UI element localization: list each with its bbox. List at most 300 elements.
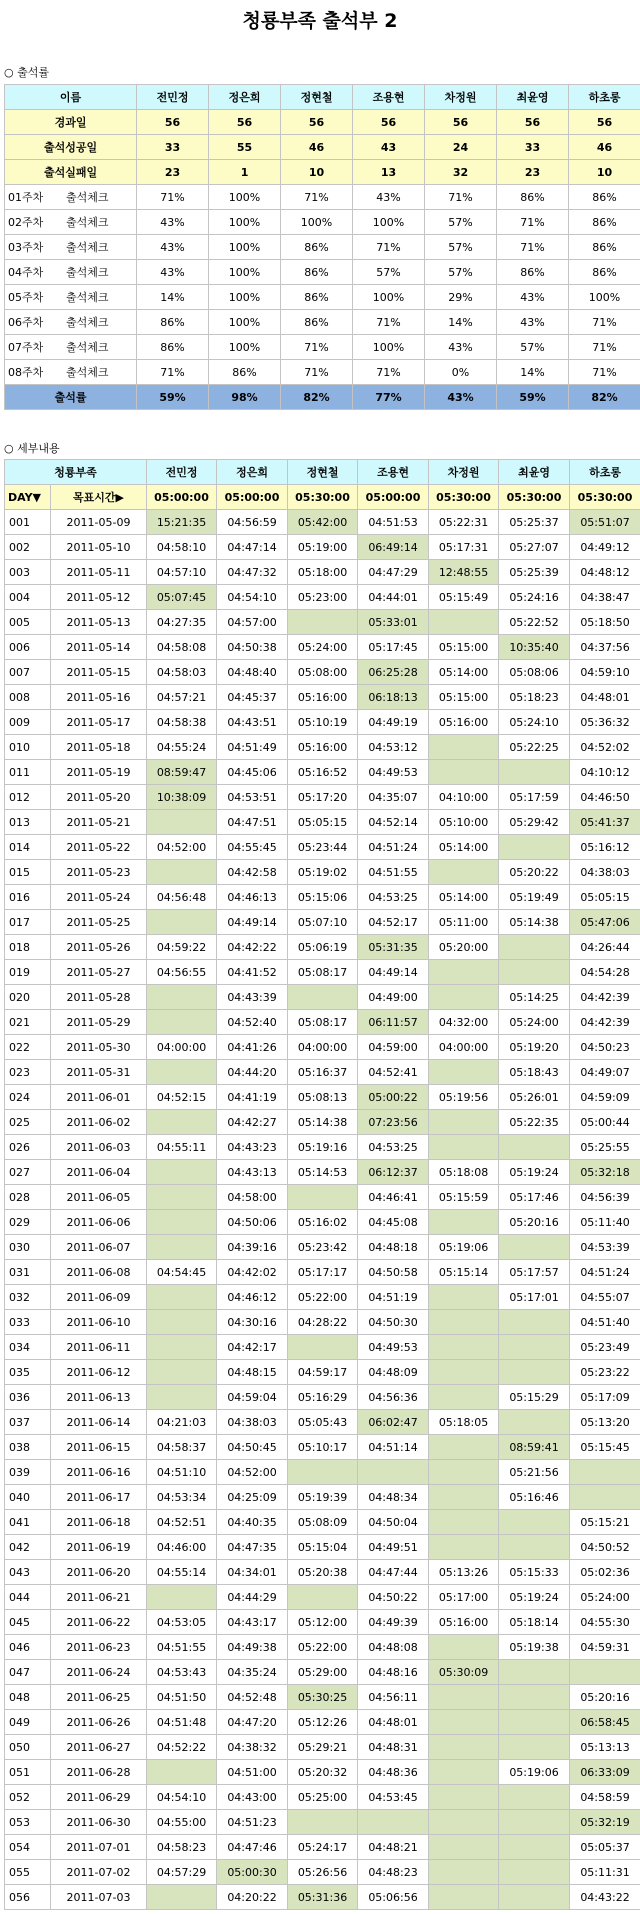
- detail-time: 05:22:25: [499, 735, 570, 760]
- detail-time: 04:51:50: [147, 1685, 217, 1710]
- detail-row: [5, 560, 640, 585]
- detail-time: 05:14:00: [429, 835, 499, 860]
- detail-time: 05:21:56: [499, 1460, 570, 1485]
- detail-header-name: 차정원: [429, 460, 499, 485]
- detail-day: 037: [5, 1410, 51, 1435]
- detail-time: 05:00:44: [570, 1110, 640, 1135]
- detail-date: 2011-05-18: [51, 735, 147, 760]
- week-check-label: 출석체크: [66, 291, 109, 304]
- detail-time: 04:47:32: [217, 560, 288, 585]
- detail-time: 05:17:46: [499, 1185, 570, 1210]
- detail-date: 2011-05-10: [51, 535, 147, 560]
- detail-time: 04:27:35: [147, 610, 217, 635]
- detail-row: [5, 1385, 640, 1410]
- detail-time: [499, 1335, 570, 1360]
- detail-date: 2011-06-03: [51, 1135, 147, 1160]
- detail-time: 04:58:23: [147, 1835, 217, 1860]
- detail-day: 006: [5, 635, 51, 660]
- summary-stat-value: 33: [137, 135, 209, 160]
- summary-week-value: 100%: [353, 335, 425, 360]
- summary-stat-value: 10: [569, 160, 640, 185]
- detail-time: [499, 1135, 570, 1160]
- detail-row: [5, 1785, 640, 1810]
- detail-date: 2011-06-25: [51, 1685, 147, 1710]
- detail-time: [499, 1310, 570, 1335]
- detail-time: 04:51:48: [147, 1710, 217, 1735]
- detail-day: 022: [5, 1035, 51, 1060]
- summary-week-value: 43%: [137, 210, 209, 235]
- detail-time: 04:59:00: [358, 1035, 429, 1060]
- detail-date: 2011-06-04: [51, 1160, 147, 1185]
- detail-time: 05:14:00: [429, 660, 499, 685]
- summary-week-value: 71%: [353, 235, 425, 260]
- summary-stat-row: [5, 160, 640, 185]
- detail-time: 05:15:49: [429, 585, 499, 610]
- detail-header-label: 청룡부족: [5, 460, 147, 485]
- detail-time: 04:59:17: [288, 1360, 358, 1385]
- detail-time: 04:48:18: [358, 1235, 429, 1260]
- detail-time: 04:48:12: [570, 560, 640, 585]
- detail-day: 017: [5, 910, 51, 935]
- detail-time: 05:19:20: [499, 1035, 570, 1060]
- summary-stat-value: 10: [281, 160, 353, 185]
- detail-day: 041: [5, 1510, 51, 1535]
- detail-time: 05:15:21: [570, 1510, 640, 1535]
- detail-time: 04:43:22: [570, 1885, 640, 1910]
- detail-time: 05:17:31: [429, 535, 499, 560]
- detail-time: [429, 1860, 499, 1885]
- detail-time: 05:19:24: [499, 1160, 570, 1185]
- detail-time: [499, 1860, 570, 1885]
- detail-time: 04:48:08: [358, 1635, 429, 1660]
- detail-time: 04:54:10: [217, 585, 288, 610]
- detail-time: 04:55:11: [147, 1135, 217, 1160]
- detail-time: 05:16:12: [570, 835, 640, 860]
- summary-week-value: 86%: [281, 285, 353, 310]
- detail-time: [570, 1460, 640, 1485]
- detail-time: 05:20:00: [429, 935, 499, 960]
- detail-time: 04:49:12: [570, 535, 640, 560]
- detail-time: 07:23:56: [358, 1110, 429, 1135]
- summary-week-value: 71%: [497, 210, 569, 235]
- detail-row: [5, 735, 640, 760]
- detail-time: [288, 1460, 358, 1485]
- detail-time: 04:32:00: [429, 1010, 499, 1035]
- detail-time: [147, 1885, 217, 1910]
- detail-date: 2011-06-01: [51, 1085, 147, 1110]
- week-number: 04주차: [8, 266, 44, 279]
- summary-week-value: 57%: [425, 235, 497, 260]
- summary-stat-value: 46: [281, 135, 353, 160]
- summary-week-value: 71%: [353, 360, 425, 385]
- detail-time: 04:49:07: [570, 1060, 640, 1085]
- detail-time: 04:55:07: [570, 1285, 640, 1310]
- detail-time: 04:45:06: [217, 760, 288, 785]
- week-number: 06주차: [8, 316, 44, 329]
- summary-rate-value: 82%: [569, 385, 640, 410]
- detail-time: 05:15:45: [570, 1435, 640, 1460]
- summary-week-value: 71%: [569, 360, 640, 385]
- detail-time: 04:59:09: [570, 1085, 640, 1110]
- summary-stat-value: 56: [281, 110, 353, 135]
- detail-time: 05:15:59: [429, 1185, 499, 1210]
- summary-week-value: 0%: [425, 360, 497, 385]
- detail-time: 04:48:21: [358, 1835, 429, 1860]
- detail-time: 04:55:30: [570, 1610, 640, 1635]
- detail-time: [429, 1885, 499, 1910]
- detail-time: 05:16:29: [288, 1385, 358, 1410]
- detail-time: 06:02:47: [358, 1410, 429, 1435]
- detail-time: 05:11:00: [429, 910, 499, 935]
- detail-time: 05:10:00: [429, 810, 499, 835]
- summary-header-row: [5, 85, 640, 110]
- detail-time: 05:12:26: [288, 1710, 358, 1735]
- week-number: 03주차: [8, 241, 44, 254]
- detail-time: 05:15:29: [499, 1385, 570, 1410]
- detail-day: 045: [5, 1610, 51, 1635]
- summary-week-value: 86%: [137, 335, 209, 360]
- detail-time: [147, 1335, 217, 1360]
- target-time-value: 05:00:00: [147, 485, 217, 510]
- detail-date: 2011-06-21: [51, 1585, 147, 1610]
- summary-rate-value: 59%: [137, 385, 209, 410]
- detail-day: 001: [5, 510, 51, 535]
- detail-time: 05:17:17: [288, 1260, 358, 1285]
- detail-time: 04:46:41: [358, 1185, 429, 1210]
- summary-week-row: [5, 360, 640, 385]
- detail-row: [5, 1810, 640, 1835]
- summary-stat-label: 경과일: [5, 110, 137, 135]
- detail-time: 04:43:00: [217, 1785, 288, 1810]
- summary-rate-value: 43%: [425, 385, 497, 410]
- summary-week-value: 100%: [209, 260, 281, 285]
- detail-row: [5, 1460, 640, 1485]
- detail-day: 043: [5, 1560, 51, 1585]
- detail-row: [5, 685, 640, 710]
- detail-day: 024: [5, 1085, 51, 1110]
- summary-week-value: 43%: [137, 235, 209, 260]
- summary-header-label: 이름: [5, 85, 137, 110]
- detail-time: 04:52:17: [358, 910, 429, 935]
- detail-time: 05:17:45: [358, 635, 429, 660]
- detail-time: 04:53:25: [358, 1135, 429, 1160]
- detail-time: 04:26:44: [570, 935, 640, 960]
- detail-date: 2011-05-09: [51, 510, 147, 535]
- detail-time: 05:16:37: [288, 1060, 358, 1085]
- detail-row: [5, 1760, 640, 1785]
- detail-time: [147, 910, 217, 935]
- detail-time: 04:21:03: [147, 1410, 217, 1435]
- detail-day: 021: [5, 1010, 51, 1035]
- detail-time: 04:59:31: [570, 1635, 640, 1660]
- detail-time: 05:16:00: [429, 710, 499, 735]
- detail-date: 2011-05-11: [51, 560, 147, 585]
- detail-row: [5, 585, 640, 610]
- detail-date: 2011-06-18: [51, 1510, 147, 1535]
- detail-time: [429, 985, 499, 1010]
- detail-date: 2011-06-30: [51, 1810, 147, 1835]
- week-check-label: 출석체크: [66, 341, 109, 354]
- detail-time: [429, 1535, 499, 1560]
- detail-time: 04:50:06: [217, 1210, 288, 1235]
- detail-time: [147, 1060, 217, 1085]
- detail-time: [429, 1135, 499, 1160]
- detail-time: 04:42:17: [217, 1335, 288, 1360]
- detail-time: [429, 1285, 499, 1310]
- detail-time: 05:20:16: [570, 1685, 640, 1710]
- detail-day: 016: [5, 885, 51, 910]
- detail-time: 04:55:24: [147, 735, 217, 760]
- target-time-value: 05:00:00: [217, 485, 288, 510]
- detail-time: 05:26:56: [288, 1860, 358, 1885]
- detail-time: 04:47:29: [358, 560, 429, 585]
- summary-stat-value: 56: [569, 110, 640, 135]
- detail-time: 04:50:30: [358, 1310, 429, 1335]
- summary-week-label: [5, 235, 137, 260]
- detail-row: [5, 1060, 640, 1085]
- detail-day: 011: [5, 760, 51, 785]
- detail-row: [5, 760, 640, 785]
- detail-header-name: 하초롱: [570, 460, 640, 485]
- detail-date: 2011-05-14: [51, 635, 147, 660]
- detail-date: 2011-06-26: [51, 1710, 147, 1735]
- summary-week-value: 71%: [425, 185, 497, 210]
- detail-time: [499, 1785, 570, 1810]
- summary-week-label: [5, 185, 137, 210]
- detail-time: [147, 810, 217, 835]
- summary-week-value: 86%: [569, 210, 640, 235]
- detail-time: 04:56:39: [570, 1185, 640, 1210]
- detail-time: 04:46:00: [147, 1535, 217, 1560]
- detail-time: 05:13:13: [570, 1735, 640, 1760]
- detail-date: 2011-06-07: [51, 1235, 147, 1260]
- detail-time: 04:56:11: [358, 1685, 429, 1710]
- detail-time: 04:50:22: [358, 1585, 429, 1610]
- detail-time: [429, 1785, 499, 1810]
- week-check-label: 출석체크: [66, 266, 109, 279]
- detail-time: 04:34:01: [217, 1560, 288, 1585]
- detail-time: 05:16:46: [499, 1485, 570, 1510]
- detail-row: [5, 1660, 640, 1685]
- detail-date: 2011-06-20: [51, 1560, 147, 1585]
- detail-day: 026: [5, 1135, 51, 1160]
- summary-week-row: [5, 210, 640, 235]
- detail-row: [5, 1510, 640, 1535]
- detail-time: 04:51:19: [358, 1285, 429, 1310]
- detail-time: 05:05:15: [288, 810, 358, 835]
- detail-time: [288, 1185, 358, 1210]
- summary-week-value: 14%: [137, 285, 209, 310]
- summary-header-name: 정현철: [281, 85, 353, 110]
- detail-day: 013: [5, 810, 51, 835]
- detail-time: 04:48:01: [570, 685, 640, 710]
- detail-time: 04:41:26: [217, 1035, 288, 1060]
- summary-rate-value: 77%: [353, 385, 425, 410]
- detail-day: 053: [5, 1810, 51, 1835]
- detail-time: 04:49:38: [217, 1635, 288, 1660]
- detail-row: [5, 1110, 640, 1135]
- detail-time: [499, 1410, 570, 1435]
- detail-row: [5, 1010, 640, 1035]
- detail-date: 2011-06-22: [51, 1610, 147, 1635]
- detail-time: 06:33:09: [570, 1760, 640, 1785]
- detail-time: 06:18:13: [358, 685, 429, 710]
- detail-time: [499, 1535, 570, 1560]
- detail-time: 04:46:50: [570, 785, 640, 810]
- detail-date: 2011-06-23: [51, 1635, 147, 1660]
- detail-time: 04:47:46: [217, 1835, 288, 1860]
- detail-header-name: 정현철: [288, 460, 358, 485]
- detail-day: 018: [5, 935, 51, 960]
- detail-time: 05:20:22: [499, 860, 570, 885]
- detail-row: [5, 1635, 640, 1660]
- detail-day: 052: [5, 1785, 51, 1810]
- detail-time: 04:38:32: [217, 1735, 288, 1760]
- detail-time: 04:41:19: [217, 1085, 288, 1110]
- detail-time: 04:57:10: [147, 560, 217, 585]
- detail-time: 05:32:18: [570, 1160, 640, 1185]
- detail-time: 05:30:25: [288, 1685, 358, 1710]
- detail-time: 05:15:00: [429, 635, 499, 660]
- detail-time: 04:51:00: [217, 1760, 288, 1785]
- detail-time: 05:02:36: [570, 1560, 640, 1585]
- summary-rate-label: 출석률: [5, 385, 137, 410]
- detail-time: [429, 1210, 499, 1235]
- summary-week-value: 71%: [497, 235, 569, 260]
- detail-time: 05:20:32: [288, 1760, 358, 1785]
- summary-stat-value: 32: [425, 160, 497, 185]
- detail-time: 04:51:49: [217, 735, 288, 760]
- summary-week-value: 14%: [425, 310, 497, 335]
- detail-time: [499, 760, 570, 785]
- detail-time: 04:00:00: [147, 1035, 217, 1060]
- detail-header-row: [5, 460, 640, 485]
- detail-time: 04:52:00: [217, 1460, 288, 1485]
- detail-date: 2011-05-20: [51, 785, 147, 810]
- summary-stat-value: 56: [497, 110, 569, 135]
- summary-week-value: 86%: [497, 185, 569, 210]
- detail-time: 05:14:38: [499, 910, 570, 935]
- summary-week-value: 71%: [281, 185, 353, 210]
- summary-week-value: 86%: [569, 235, 640, 260]
- detail-row: [5, 1285, 640, 1310]
- detail-time: 04:53:45: [358, 1785, 429, 1810]
- summary-week-value: 71%: [353, 310, 425, 335]
- detail-time: 05:24:00: [499, 1010, 570, 1035]
- detail-day: 055: [5, 1860, 51, 1885]
- detail-row: [5, 785, 640, 810]
- detail-time: [288, 1810, 358, 1835]
- summary-week-value: 43%: [137, 260, 209, 285]
- detail-row: [5, 635, 640, 660]
- summary-week-row: [5, 335, 640, 360]
- summary-week-value: 86%: [569, 185, 640, 210]
- detail-day: 039: [5, 1460, 51, 1485]
- detail-day: 019: [5, 960, 51, 985]
- detail-time: [499, 1710, 570, 1735]
- target-time-label: 목표시간▶: [51, 485, 147, 510]
- summary-week-value: 71%: [569, 310, 640, 335]
- detail-time: 05:13:20: [570, 1410, 640, 1435]
- detail-time: 05:08:13: [288, 1085, 358, 1110]
- detail-day: 012: [5, 785, 51, 810]
- detail-time: 04:48:40: [217, 660, 288, 685]
- detail-time: 05:15:00: [429, 685, 499, 710]
- summary-week-value: 100%: [353, 210, 425, 235]
- detail-row: [5, 1485, 640, 1510]
- detail-date: 2011-05-21: [51, 810, 147, 835]
- detail-time: [147, 1185, 217, 1210]
- detail-time: 12:48:55: [429, 560, 499, 585]
- detail-header-name: 조용현: [358, 460, 429, 485]
- detail-time: 04:49:51: [358, 1535, 429, 1560]
- detail-time: [429, 1335, 499, 1360]
- detail-time: 08:59:47: [147, 760, 217, 785]
- detail-time: 04:51:24: [570, 1260, 640, 1285]
- detail-time: 04:10:12: [570, 760, 640, 785]
- detail-time: [147, 860, 217, 885]
- week-number: 05주차: [8, 291, 44, 304]
- detail-day: 032: [5, 1285, 51, 1310]
- detail-day: 056: [5, 1885, 51, 1910]
- summary-week-value: 14%: [497, 360, 569, 385]
- detail-date: 2011-06-11: [51, 1335, 147, 1360]
- summary-week-value: 43%: [497, 285, 569, 310]
- detail-time: 05:17:20: [288, 785, 358, 810]
- detail-time: [147, 1760, 217, 1785]
- detail-date: 2011-05-17: [51, 710, 147, 735]
- detail-time: 04:52:51: [147, 1510, 217, 1535]
- detail-day: 036: [5, 1385, 51, 1410]
- detail-time: 05:23:22: [570, 1360, 640, 1385]
- summary-stat-value: 13: [353, 160, 425, 185]
- detail-header-name: 정은희: [217, 460, 288, 485]
- detail-time: 04:52:48: [217, 1685, 288, 1710]
- detail-time: 04:30:16: [217, 1310, 288, 1335]
- detail-time: 04:47:35: [217, 1535, 288, 1560]
- detail-time: 05:06:56: [358, 1885, 429, 1910]
- detail-date: 2011-05-25: [51, 910, 147, 935]
- summary-week-label: [5, 360, 137, 385]
- detail-day: 027: [5, 1160, 51, 1185]
- detail-time: 05:24:00: [288, 635, 358, 660]
- summary-stat-value: 33: [497, 135, 569, 160]
- detail-time: 05:11:40: [570, 1210, 640, 1235]
- summary-rate-value: 98%: [209, 385, 281, 410]
- detail-day: 004: [5, 585, 51, 610]
- summary-week-value: 86%: [281, 235, 353, 260]
- detail-time: 05:18:50: [570, 610, 640, 635]
- detail-date: 2011-06-16: [51, 1460, 147, 1485]
- detail-time: 04:48:36: [358, 1760, 429, 1785]
- detail-time: 05:19:16: [288, 1135, 358, 1160]
- detail-time: [429, 1110, 499, 1135]
- summary-stat-value: 1: [209, 160, 281, 185]
- detail-time: 05:19:39: [288, 1485, 358, 1510]
- summary-week-value: 86%: [497, 260, 569, 285]
- detail-row: [5, 885, 640, 910]
- detail-time: 05:14:53: [288, 1160, 358, 1185]
- detail-time: 04:55:14: [147, 1560, 217, 1585]
- detail-time: [429, 1835, 499, 1860]
- target-time-value: 05:00:00: [358, 485, 429, 510]
- detail-time: [147, 985, 217, 1010]
- summary-week-label: [5, 260, 137, 285]
- detail-time: 05:00:30: [217, 1860, 288, 1885]
- detail-time: 04:55:00: [147, 1810, 217, 1835]
- summary-stat-value: 56: [209, 110, 281, 135]
- detail-heading: ○ 세부내용: [4, 442, 60, 455]
